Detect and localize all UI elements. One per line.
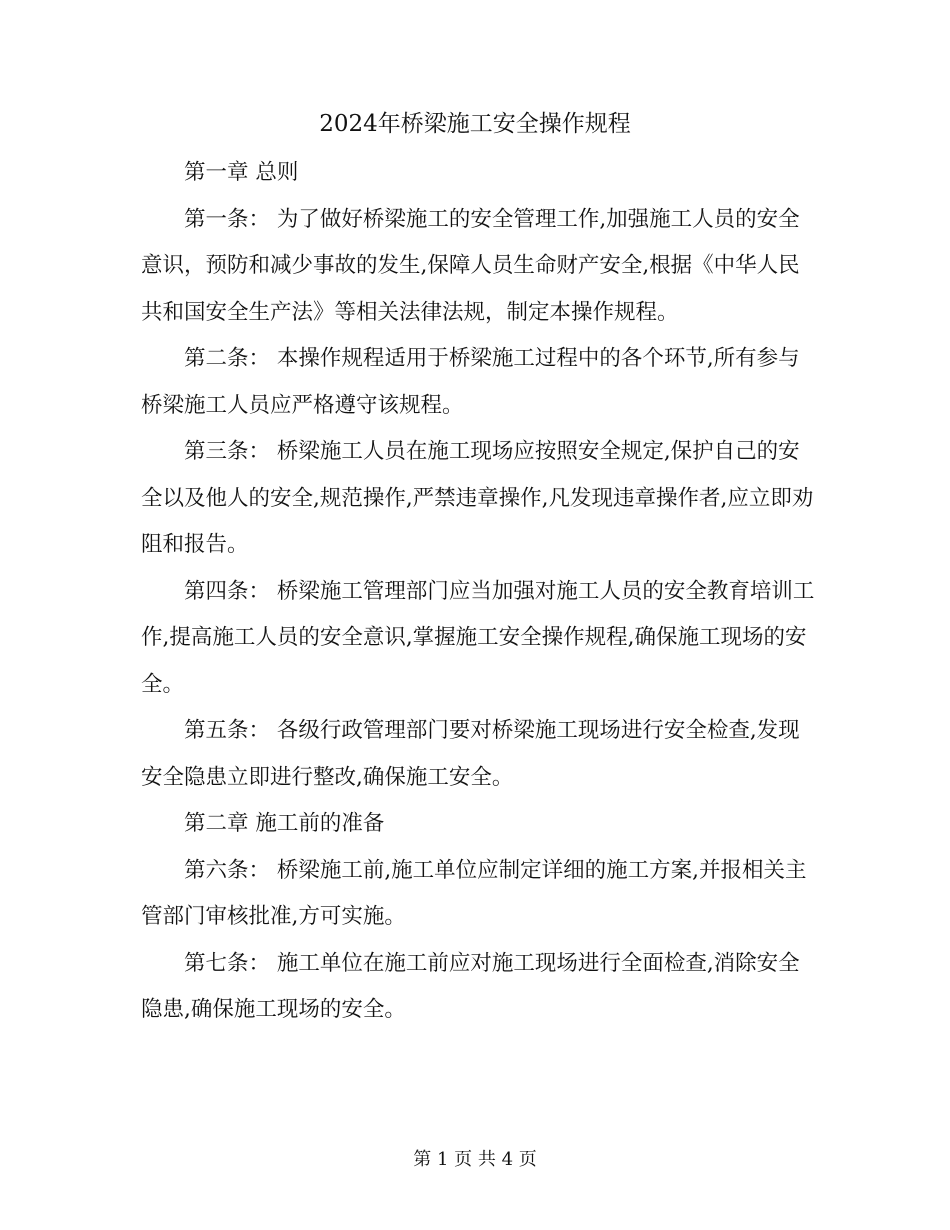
document-body — [141, 150, 816, 1034]
article-paragraph: 第三条： 桥梁施工人员在施工现场应按照安全规定,保护自己的安全以及他人的安全,规范操作,严禁违章操作,凡发现违章操作者,应立即劝阻和报告。 — [141, 439, 814, 557]
article-paragraph: 第一条： 为了做好桥梁施工的安全管理工作,加强施工人员的安全意识，预防和减少事故的发生,保障人员生命财产安全,根据《中华人民共和国安全生产法》等相关法律法规，制定本操作规程。 — [141, 206, 800, 325]
chapter-heading: 第二章 施工前的准备 — [184, 811, 385, 836]
article-paragraph: 第五条： 各级行政管理部门要对桥梁施工现场进行安全检查,发现安全隐患立即进行整改,确保施工安全。 — [141, 718, 800, 790]
article-paragraph: 第七条： 施工单位在施工前应对施工现场进行全面检查,消除安全隐患,确保施工现场的安全。 — [141, 950, 800, 1022]
page-footer — [0, 1146, 950, 1174]
article-paragraph: 第六条： 桥梁施工前,施工单位应制定详细的施工方案,并报相关主管部门审核批准,方可实施。 — [141, 857, 807, 929]
article-paragraph: 第四条： 桥梁施工管理部门应当加强对施工人员的安全教育培训工作,提高施工人员的安全意识,掌握施工安全操作规程,确保施工现场的安全。 — [141, 578, 815, 697]
article-paragraph: 第二条： 本操作规程适用于桥梁施工过程中的各个环节,所有参与桥梁施工人员应严格遵守该规程。 — [141, 346, 800, 418]
document-title: 2024年桥梁施工安全操作规程 — [319, 111, 631, 137]
page-number: 第 1 页 共 4 页 — [413, 1149, 537, 1170]
chapter-heading: 第一章 总则 — [184, 160, 299, 185]
